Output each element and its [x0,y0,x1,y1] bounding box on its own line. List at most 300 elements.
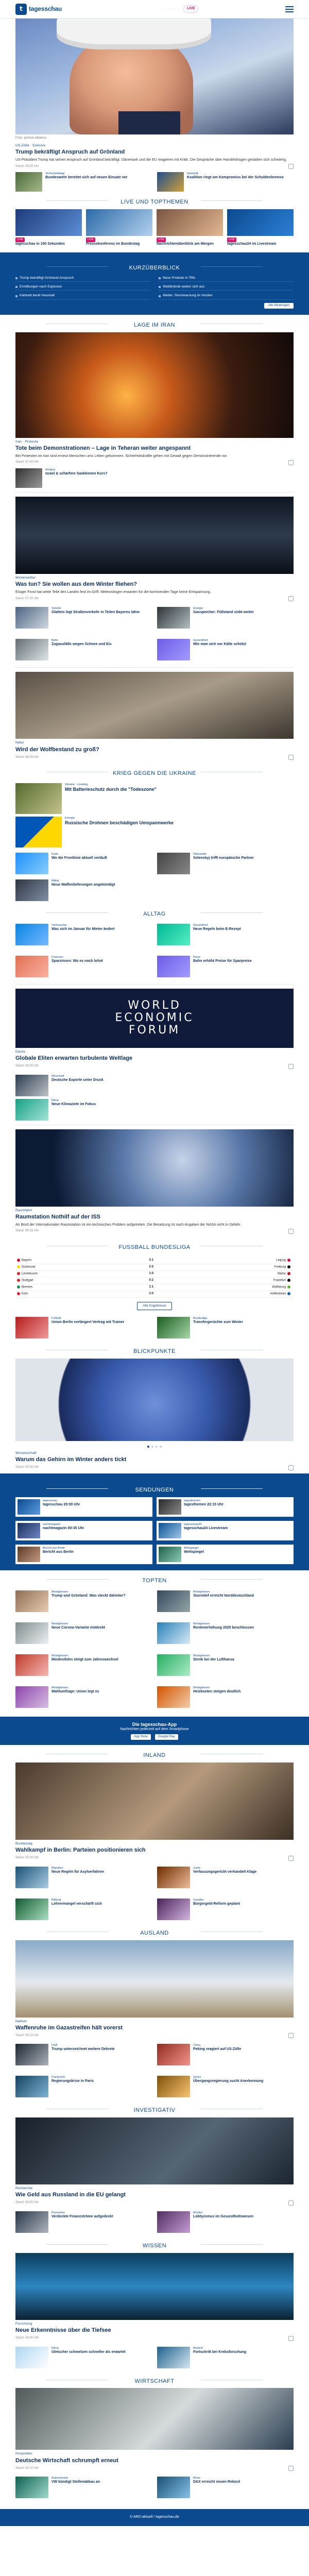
share-icon[interactable] [288,2200,294,2206]
hero-teaser[interactable] [15,142,294,172]
blickpunkte-kicker: Wissenschaft [15,1451,37,1455]
wef-teaser[interactable] [15,1048,294,1072]
winter-teaser[interactable] [15,574,294,604]
wirtschaft-image[interactable] [15,2388,294,2450]
share-icon[interactable] [288,460,294,465]
wef-line: WORLD [128,999,181,1012]
ausland-image[interactable] [15,1940,294,2018]
teaser-headline[interactable]: Lehrermangel verschärft sich [52,1902,102,1906]
iran-image[interactable] [15,332,294,438]
wolf-kicker: Natur [15,741,24,745]
winter-headline[interactable]: Was tun? Sie wollen aus dem Winter fliehen? [15,581,138,588]
inland-teaser[interactable] [15,1840,294,1864]
sendungen-band [0,1473,309,1570]
teaser-kicker: Monitor [193,2211,203,2215]
app-store-button[interactable]: App Store [131,1734,151,1740]
section-title-ausland: AUSLAND [15,1923,294,1940]
teaser-kicker: Autoindustrie [52,2477,68,2480]
section-title-kurzueberblick: KURZÜBERBLICK [15,258,294,275]
hero-headline[interactable]: Trump bekräftigt Anspruch auf Grönland [15,149,125,156]
share-icon[interactable] [288,1465,294,1470]
teaser-headline[interactable]: Wo die Frontlinie aktuell verläuft [52,856,107,860]
logo-mark-icon: t [15,4,27,15]
investigativ-image[interactable] [15,2117,294,2184]
teaser-small[interactable] [15,1622,152,1644]
hero-meta: Stand: 08:25 Uhr [15,164,39,168]
home-team: Köln [22,1292,28,1296]
hero-caption: Foto: picture alliance [15,136,46,140]
teaser-headline[interactable]: Neue Regeln für Asylverfahren [52,1870,105,1874]
teaser-headline[interactable]: Heizkosten steigen deutlich [193,1689,241,1693]
teaser-kicker: Meistgelesen [52,1590,68,1594]
wissen-headline[interactable]: Neue Erkenntnisse über die Tiefsee [15,2327,111,2333]
teaser-kicker: Meistgelesen [193,1590,210,1594]
menu-icon[interactable] [285,6,294,12]
ausland-headline[interactable]: Waffenruhe im Gazastreifen hält vorerst [15,2024,123,2031]
inland-meta: Stand: 05:30 Uhr [15,1856,39,1860]
teaser-small[interactable] [15,2347,152,2368]
logo[interactable] [15,4,77,15]
away-team: Mainz [277,1272,286,1276]
teaser-kicker: China [193,2044,201,2047]
inland-headline[interactable]: Wahlkampf in Berlin: Parteien positionieren sich [15,1847,146,1854]
section-title-investigativ: INVESTIGATIV [15,2100,294,2117]
teaser-small[interactable] [157,1317,294,1338]
teaser-small[interactable] [15,1317,152,1338]
teaser-headline[interactable]: Lobbyismus im Gesundheitswesen [193,2214,254,2218]
teaser-headline[interactable]: DAX erreicht neuen Rekord [193,2480,241,2484]
teaser-kicker: Militär [52,879,59,883]
section-title-ukraine: KRIEG GEGEN DIE UKRAINE [15,763,294,781]
home-team: Bayern [22,1259,32,1262]
teaser-kicker: Meistgelesen [52,1654,68,1657]
ausland-meta: Stand: 05:10 Uhr [15,2033,39,2037]
score: 0:2 [132,1278,169,1284]
live-pill[interactable]: LIVE [183,5,199,13]
teaser-thumb [157,172,184,192]
section-title-iran: LAGE IM IRAN [15,315,294,332]
teaser-headline[interactable]: Regierungskrise in Paris [52,2079,94,2083]
teaser-small[interactable] [157,2347,294,2368]
teaser-kicker: Finanzen [52,955,63,959]
kurzueberblick-item[interactable]: Ermittlungen nach Explosion [15,284,150,291]
iran-headline[interactable]: Tote beim Demonstrationen – Lage in Teheran weiter angespannt [15,445,191,451]
teaser-kicker: Meistgelesen [52,1686,68,1689]
teaser-headline[interactable]: Wie man sich vor Kälte schützt [193,642,247,647]
ausland-kicker: Nahost [15,2019,27,2023]
kurzueberblick-band [0,252,309,315]
teaser-small[interactable] [157,956,294,977]
wef-kicker: Davos [15,1049,26,1054]
blickpunkte-headline[interactable]: Warum das Gehirn im Winter anders tickt [15,1456,127,1463]
away-team: Wolfsburg [272,1285,286,1289]
section-title-topten: TOPTEN [15,1570,294,1588]
teaser-small[interactable] [157,1686,294,1708]
winter-kicker: Winterwetter [15,576,36,580]
teaser-kicker: Klima [52,1098,59,1102]
wolf-teaser[interactable] [15,739,294,763]
teaser-headline[interactable]: Rentenerhöhung 2025 beschlossen [193,1625,254,1630]
sendung-headline[interactable]: tagesthemen 22:15 Uhr [184,1502,224,1506]
teaser-kicker: Energie [193,607,203,611]
kurzueberblick-item[interactable]: Neue Proteste in Tiflis [159,275,294,282]
space-image[interactable] [15,1129,294,1207]
score: 2:2 [132,1264,169,1270]
teaser-kicker: Meistgelesen [52,1622,68,1625]
teaser-small[interactable] [15,2211,152,2233]
teaser-kicker: Soziales [193,1898,204,1902]
teaser-kicker: Bahn [52,639,58,642]
section-title-wissen: WISSEN [15,2235,294,2253]
teaser-kicker: Gesundheit [193,923,208,927]
teaser-kicker: Frankreich [52,2076,65,2079]
live-card[interactable] [15,209,82,246]
teaser-kicker: Börse [193,2477,201,2480]
teaser-kicker: Meistgelesen [193,1654,210,1657]
teaser-headline[interactable]: Neue Corona-Variante entdeckt [52,1625,105,1630]
sendung-kicker: nachtmagazin [43,1522,61,1526]
sendung-headline[interactable]: tagesschau 20:00 Uhr [43,1502,80,1506]
teaser-small[interactable] [157,607,294,629]
footer-text: © ARD-aktuell / tagesschau.de [130,2515,179,2519]
share-icon[interactable] [288,596,294,601]
sendung-kicker: tagesschau24 [184,1522,202,1526]
iran-teaser[interactable] [15,438,294,468]
table-row[interactable] [15,1258,294,1264]
share-icon[interactable] [288,1856,294,1861]
teaser-kicker: Sicherheitslage [45,172,65,176]
teaser-kicker: Karte [52,853,59,856]
teaser-headline[interactable]: Gasspeicher: Füllstand sinkt weiter [193,611,254,615]
teaser-headline[interactable]: Übergangsregierung sucht Anerkennung [193,2079,264,2083]
sendung-card[interactable] [15,1497,152,1517]
teaser-small[interactable] [15,1590,152,1612]
table-row[interactable] [15,1291,294,1298]
teaser-headline[interactable]: Bundeswehr bereitet sich auf neuen Einsatz vor [45,176,128,180]
teaser-headline[interactable]: Koalition ringt um Kompromiss bei der Schuldenbremse [187,176,284,180]
teaser-kicker: Fußball [52,1317,61,1320]
teaser-headline[interactable]: Verfassungsgericht verhandelt Klage [193,1870,257,1874]
live-headline[interactable]: tagesschau24 im Livestream [227,242,277,246]
teaser-kicker: Syrien [193,2076,201,2079]
teaser-headline[interactable]: Neue Regeln beim E-Rezept [193,927,241,931]
iran-kicker: Iran · Proteste [15,439,39,444]
teaser-kicker: Verkehr [52,607,61,611]
live-badge: LIVE [157,238,166,242]
teaser-small[interactable] [157,2211,294,2233]
teaser-small[interactable] [157,1654,294,1676]
ausland-teaser[interactable] [15,2018,294,2042]
teaser-kicker: Diplomatie [193,853,207,856]
teaser-small[interactable] [15,2044,152,2065]
blickpunkte-teaser[interactable] [15,1449,294,1473]
blickpunkte-meta: Stand: 05:50 Uhr [15,1466,39,1469]
sendung-kicker: Bericht aus Berlin [43,1546,65,1550]
section-title-live: LIVE UND TOPTHEMEN [15,192,294,209]
live-card[interactable] [157,209,223,246]
teaser-small[interactable] [15,853,152,874]
table-row[interactable] [15,1264,294,1270]
teaser-small[interactable] [15,172,152,192]
hero-image[interactable] [15,19,294,134]
teaser-small[interactable] [15,1899,152,1920]
away-team: Hoffenheim [270,1292,286,1296]
teaser-kicker: Wirtschaft [52,1074,64,1078]
teaser-small[interactable] [15,1075,294,1096]
inland-kicker: Bundestag [15,1841,32,1845]
wirtschaft-meta: Stand: 04:10 Uhr [15,2466,39,2470]
space-headline[interactable]: Raumstation Nothilf auf der ISS [15,1213,101,1220]
teaser-kicker: Medizin [193,2346,203,2350]
share-icon[interactable] [288,2466,294,2471]
wirtschaft-headline[interactable]: Deutsche Wirtschaft schrumpft erneut [15,2457,118,2464]
inland-image[interactable] [15,1762,294,1840]
teaser-small[interactable] [157,1867,294,1888]
investigativ-kicker: Recherche [15,2187,33,2191]
teaser-headline[interactable]: Gletscher schmelzen schneller als erwartet [52,2350,126,2354]
sendung-kicker: tagesthemen [184,1499,200,1502]
wissen-teaser[interactable] [15,2320,294,2344]
sendung-card[interactable] [157,1545,294,1564]
section-title-sendungen: SENDUNGEN [15,1480,294,1497]
blickpunkte-image[interactable] [15,1359,294,1441]
sendung-headline[interactable]: tagesschau24 Livestream [184,1526,228,1530]
header-nav-dots[interactable]: · · · · · [164,6,180,11]
teaser-small[interactable] [15,1099,294,1121]
bundesliga-button[interactable]: Alle Ergebnisse [137,1302,171,1310]
teaser-headline[interactable]: Neue Waffenlieferungen angekündigt [52,883,115,887]
app-title: Die tagesschau-App [132,1721,177,1727]
live-headline[interactable]: tagesschau in 100 Sekunden [15,242,65,246]
teaser-small[interactable] [15,1686,152,1708]
sendung-card[interactable] [15,1521,152,1540]
table-row[interactable] [15,1284,294,1291]
score: 3:1 [132,1258,169,1264]
site-header [0,0,309,19]
investigativ-teaser[interactable] [15,2184,294,2209]
home-team: Dortmund [22,1265,36,1269]
investigativ-headline[interactable]: Wie Geld aus Russland in die EU gelangt [15,2192,126,2198]
teaser-headline[interactable]: Mit Batterieschutz durch die "Todeszone" [65,786,157,792]
teaser-kicker: Bildung [52,1898,61,1902]
wolf-headline[interactable]: Wird der Wolfbestand zu groß? [15,746,99,753]
sendung-headline[interactable]: Weltspiegel [184,1550,204,1554]
teaser-headline[interactable]: Israel & schärfere Sanktionen Kurs? [45,472,108,476]
hero-kicker: US-Zölle · Exklusiv [15,144,46,148]
carousel-dots[interactable] [15,1444,294,1449]
teaser-small[interactable] [15,1867,152,1888]
teaser-small[interactable] [15,1654,152,1676]
share-icon[interactable] [288,1229,294,1234]
wolf-meta: Stand: 06:50 Uhr [15,755,39,759]
away-team: Freiburg [274,1265,286,1269]
teaser-kicker: Ukraine · Liveblog [65,783,88,787]
live-badge: LIVE [86,238,95,242]
teaser-kicker: Klima [52,2346,59,2350]
teaser-small[interactable] [15,468,294,488]
live-badge: LIVE [227,238,236,242]
teaser-kicker: Bundesliga [193,1317,208,1320]
teaser-headline[interactable]: Neue Klimaziele im Fokus [52,1102,96,1106]
teaser-headline[interactable]: Bürgergeld-Reform geplant [193,1902,241,1906]
app-text: Nachrichten jederzeit auf dem Smartphone [120,1727,189,1731]
sendung-headline[interactable]: nachtmagazin 00:35 Uhr [43,1526,84,1530]
teaser-small[interactable] [157,924,294,945]
teaser-headline[interactable]: Mindestlohn steigt zum Jahreswechsel [52,1657,118,1662]
teaser-kicker: Haushalt [187,172,198,176]
teaser-small[interactable] [15,607,152,629]
teaser-small[interactable] [15,817,294,848]
teaser-small[interactable] [157,1622,294,1644]
teaser-headline[interactable]: Russische Drohnen beschädigen Umspannwerke [65,820,174,825]
teaser-kicker: Energie [65,817,75,820]
app-band [0,1717,309,1745]
teaser-small[interactable] [157,2477,294,2498]
teaser-headline[interactable]: Glatteis legt Straßenverkehr in Teilen Bayerns lahm [52,611,140,615]
site-footer [0,2509,309,2526]
teaser-small[interactable] [157,2076,294,2097]
live-card[interactable] [86,209,152,246]
teaser-small[interactable] [15,2477,152,2498]
investigativ-meta: Stand: 04:50 Uhr [15,2201,39,2205]
wirtschaft-kicker: Konjunktur [15,2452,33,2456]
live-headline[interactable]: Pressekonferenz im Bundestag [86,242,140,246]
wef-image[interactable] [15,989,294,1048]
teaser-small[interactable] [157,1899,294,1920]
score: 1:1 [132,1284,169,1291]
table-row[interactable] [15,1278,294,1284]
teaser-thumb [15,172,42,192]
wirtschaft-teaser[interactable] [15,2450,294,2474]
teaser-headline[interactable]: Deutsche Exporte unter Druck [52,1078,104,1082]
space-body: An Bord der Internationalen Raumstation ist ein technisches Problem aufgetreten. Die Besatzung ist nach Angaben der NASA nicht in Gefahr. [15,1223,242,1227]
away-team: Leipzig [276,1259,286,1262]
share-icon[interactable] [288,2033,294,2038]
teaser-headline[interactable]: VW kündigt Stellenabbau an [52,2480,100,2484]
wolf-image[interactable] [15,672,294,739]
teaser-headline[interactable]: Union Berlin verlängert Vertrag mit Trainer [52,1320,125,1325]
sendung-card[interactable] [157,1521,294,1540]
bundesliga-table [15,1258,294,1298]
winter-body: Eisiger Frost hat weite Teile des Landes fest im Griff. Meteorologen erwarten für die kommenden Tage keine Entspannung. [15,590,211,595]
wissen-image[interactable] [15,2253,294,2320]
teaser-headline[interactable]: Sparzinsen: Wo es noch lohnt [52,959,103,963]
wef-line: ECONOMIC [115,1011,194,1025]
teaser-headline[interactable]: Wahlumfrage: Union legt zu [52,1689,99,1693]
share-icon[interactable] [288,1064,294,1069]
live-row [15,209,294,246]
wef-meta: Stand: 06:30 Uhr [15,1064,39,1067]
teaser-kicker: Reise [193,955,201,959]
kurzueberblick-item[interactable]: Wetter: Sturmwarnung im Norden [159,293,294,299]
teaser-small[interactable] [157,2044,294,2065]
kurzueberblick-item[interactable]: Kabinett berät Haushalt [15,293,150,299]
kurzueberblick-item[interactable]: Waldbrände weiten sich aus [159,284,294,291]
teaser-small[interactable] [157,853,294,874]
teaser-kicker: Analyse [45,468,56,472]
share-icon[interactable] [288,164,294,169]
live-headline[interactable]: Nachrichtenüberblick am Morgen [157,242,214,246]
teaser-headline[interactable]: Peking reagiert auf US-Zölle [193,2047,242,2052]
share-icon[interactable] [288,755,294,760]
live-card[interactable] [227,209,294,246]
google-play-button[interactable]: Google Play [155,1734,178,1740]
teaser-headline[interactable]: Was sich im Januar für Mieter ändert [52,927,115,931]
winter-image[interactable] [15,497,294,574]
iran-meta: Stand: 07:40 Uhr [15,461,39,464]
teaser-kicker: Migration [52,1866,63,1870]
space-meta: Stand: 06:15 Uhr [15,1229,39,1233]
space-teaser[interactable] [15,1207,294,1237]
winter-meta: Stand: 07:10 Uhr [15,597,39,600]
sendung-card[interactable] [157,1497,294,1517]
section-title-blickpunkte: BLICKPUNKTE [15,1341,294,1359]
sendung-headline[interactable]: Bericht aus Berlin [43,1550,74,1554]
score: 2:0 [132,1291,169,1298]
teaser-kicker: Meistgelesen [193,1622,210,1625]
teaser-small[interactable] [15,783,294,814]
table-row[interactable] [15,1270,294,1277]
home-team: Bremen [22,1285,33,1289]
kurzueberblick-list [15,275,294,299]
teaser-kicker: Justiz [193,1866,201,1870]
teaser-headline[interactable]: Zugausfälle wegen Schnee und Eis [52,642,112,647]
teaser-headline[interactable]: Transfergerüchte zum Winter [193,1320,243,1325]
teaser-small[interactable] [15,924,152,945]
home-team: Stuttgart [22,1279,33,1282]
main-content [15,19,294,246]
sendung-kicker: tagesschau [43,1499,58,1502]
teaser-headline[interactable]: Fortschritt bei Krebsforschung [193,2350,247,2354]
wissen-kicker: Forschung [15,2321,32,2326]
teaser-headline[interactable]: Verdeckte Finanzströme aufgedeckt [52,2214,113,2218]
teaser-small[interactable] [15,956,152,977]
share-icon[interactable] [288,2336,294,2341]
section-title-inland: INLAND [15,1745,294,1762]
teaser-small[interactable] [15,2076,152,2097]
wissen-meta: Stand: 04:30 Uhr [15,2336,39,2340]
wef-line: FORUM [128,1024,181,1037]
kurzueberblick-item[interactable]: Trump bekräftigt Grönland-Anspruch [15,275,150,282]
section-title-wirtschaft: WIRTSCHAFT [15,2371,294,2388]
teaser-headline[interactable]: Selenskyj trifft europäische Partner [193,856,254,860]
teaser-headline[interactable]: Streik bei der Lufthansa [193,1657,234,1662]
teaser-small[interactable] [157,639,294,660]
teaser-kicker: Verbraucher [52,923,67,927]
teaser-small[interactable] [157,172,294,192]
teaser-kicker: Panorama [52,2211,65,2215]
teaser-kicker: Gesundheit [193,639,208,642]
sendung-card[interactable] [15,1545,152,1564]
teaser-headline[interactable]: Sturmtief erreicht Norddeutschland [193,1594,254,1598]
iran-body: Bei Protesten im Iran sind erneut Menschen ums Leben gekommen. Sicherheitskräfte gehen mit Gewalt gegen Demonstrierende vor. [15,454,228,458]
teaser-headline[interactable]: Trump und Grönland: Was steckt dahinter? [52,1594,126,1598]
logo-text: tagesschau [29,5,62,12]
teaser-small[interactable] [15,639,152,660]
teaser-kicker: Meistgelesen [193,1686,210,1689]
kurzueberblick-button[interactable]: Alle Meldungen [264,303,294,309]
wef-headline[interactable]: Globale Eliten erwarten turbulente Weltlage [15,1055,133,1061]
section-title-bundesliga: FUSSBALL BUNDESLIGA [15,1237,294,1255]
teaser-headline[interactable]: Trump unterzeichnet weitere Dekrete [52,2047,115,2052]
live-badge: LIVE [15,238,25,242]
teaser-small[interactable] [157,1590,294,1612]
teaser-kicker: USA [52,2044,58,2047]
space-kicker: Raumfahrt [15,1208,32,1212]
away-team: Frankfurt [273,1279,286,1282]
teaser-headline[interactable]: Bahn erhöht Preise für Sparpreise [193,959,252,963]
teaser-small[interactable] [15,879,294,901]
